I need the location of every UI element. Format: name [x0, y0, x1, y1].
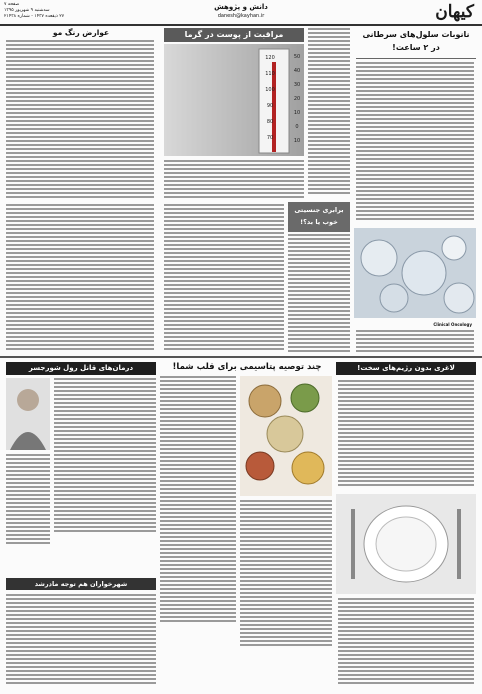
nanobot-cells-image [354, 228, 476, 318]
nanobot-title-box [356, 28, 476, 59]
bottom-left2-title-banner [6, 578, 156, 590]
equality-subtitle: خوب یا بد؟! [300, 218, 338, 226]
person-svg [6, 378, 50, 450]
scale-tick: 20 [293, 96, 301, 102]
left-mid-body-text [6, 204, 154, 354]
masthead [0, 0, 482, 26]
scale-tick: 80 [266, 119, 274, 125]
nanobot-body-text [356, 62, 474, 222]
potassium-body-text-b [240, 500, 332, 688]
scale-tick: 100 [265, 87, 275, 93]
nanobot-title: نانوبات سلول‌های سرطانی [362, 30, 470, 39]
thermometer-scale-right [263, 50, 277, 150]
scale-tick: 90 [266, 103, 274, 109]
nanobot-subtitle: در ۲ ساعت! [392, 43, 440, 52]
equality-title-banner [288, 202, 350, 232]
potassium-title: چند توصیه پتاسیمی برای قلب شما! [172, 362, 322, 372]
diet-body-text-2 [338, 598, 474, 688]
plate-svg [336, 494, 476, 594]
diet-plate-image [336, 494, 476, 594]
bottom-left-title: درمان‌های قانل رول شورجسر [28, 364, 134, 372]
side-effects-title: عوارض رنگ مو [52, 28, 110, 37]
scale-tick: 120 [265, 55, 275, 61]
issue-meta [4, 2, 64, 20]
scale-tick: 10 [293, 110, 301, 116]
issue-line: ۲۷ ذیقعده ۱۴۳۷ - شماره ۲۱۴۳۸ [4, 14, 65, 19]
column-text-a [308, 28, 350, 198]
diet-body-text [338, 380, 474, 490]
bottom-left-body-text-a [54, 378, 156, 573]
page-number: صفحه ۷ [4, 2, 20, 7]
scale-tick: 50 [293, 54, 301, 60]
skin-title: مراقبت از پوست در گرما [184, 30, 284, 39]
potassium-body-text-a [160, 376, 236, 686]
skin-body-text [164, 160, 304, 200]
equality-title: برابری جنسیتی [294, 206, 344, 214]
scale-tick: 10 [293, 138, 301, 144]
diet-title-banner [336, 362, 476, 375]
skin-title-banner [164, 28, 304, 42]
bottom-left-title-banner [6, 362, 156, 375]
scale-tick: 110 [265, 71, 275, 77]
bottom-left-body-text-b [6, 454, 50, 572]
scale-tick: 30 [293, 82, 301, 88]
person-photo [6, 378, 50, 450]
food-bowls-svg [240, 376, 332, 496]
equality-body-text [288, 234, 350, 354]
section-divider [0, 356, 482, 358]
bottom-left2-title: شهر‌خواران هم توجه مادرشد [34, 580, 128, 588]
journal-label: Clinical Oncology [433, 322, 472, 327]
potassium-food-image [240, 376, 332, 496]
thermometer-scale-left [292, 50, 302, 150]
newspaper-logo: کیهان [435, 2, 474, 22]
section-title: دانش و پژوهش [214, 3, 268, 11]
diet-title: لاغری بدون رژیم‌های سخت! [357, 364, 455, 372]
thermometer-image [164, 44, 304, 156]
bottom-left2-body-text [6, 594, 156, 688]
scale-tick: 70 [266, 135, 274, 141]
center-body-text [164, 204, 284, 354]
thermometer-svg [164, 44, 304, 156]
section-website: danesh@kayhan.ir [217, 13, 265, 19]
scale-tick: 40 [293, 68, 301, 74]
side-effects-body-text [6, 40, 154, 200]
cells-illustration-svg [354, 228, 476, 318]
date-line: سه‌شنبه ۹ شهریور ۱۳۹۵ [4, 8, 50, 13]
scale-tick: 0 [295, 124, 299, 130]
